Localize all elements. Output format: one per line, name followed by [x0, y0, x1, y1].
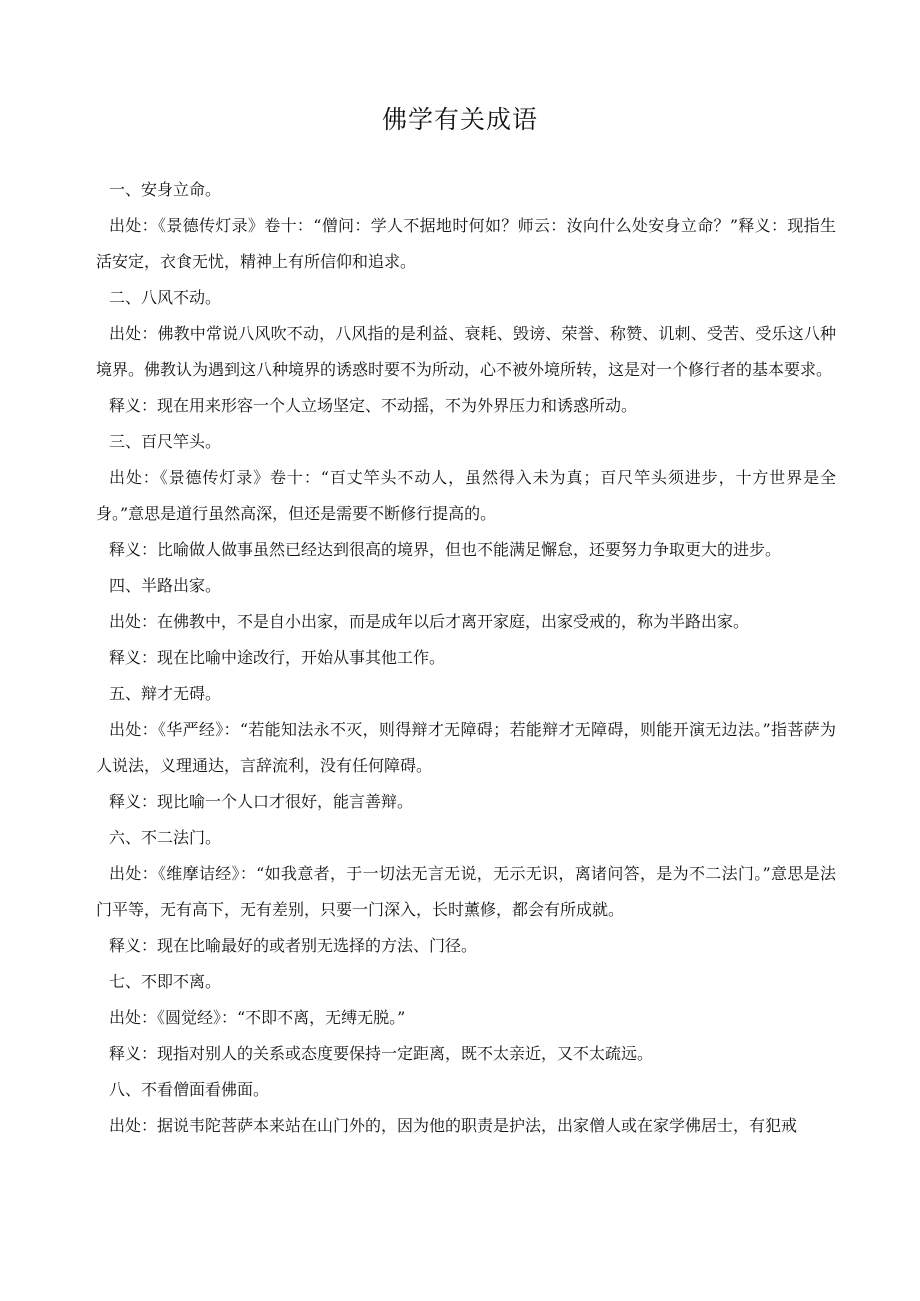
page-title: 佛学有关成语 — [381, 105, 538, 134]
paragraph: 出处：《景德传灯录》卷十：“百丈竿头不动人，虽然得入未为真；百尺竿头须进步，十方世界是全身。”意思是道行虽然高深，但还是需要不断修行提高的。 — [96, 468, 836, 523]
paragraph: 出处：《维摩诘经》：“如我意者，于一切法无言无说，无示无识，离诸问答，是为不二法门。”意思是法门平等，无有高下，无有差别，只要一门深入，长时薰修，都会有所成就。 — [96, 864, 836, 919]
paragraph: 出处：《景德传灯录》卷十：“僧问：学人不据地时何如？师云：汝向什么处安身立命？”释义：现指生活安定，衣食无忧，精神上有所信仰和追求。 — [96, 216, 836, 271]
document-body — [96, 172, 836, 1144]
paragraph: 出处：《圆觉经》：“不即不离，无缚无脱。” — [109, 1008, 406, 1027]
paragraph: 六、不二法门。 — [109, 828, 222, 847]
paragraph: 四、半路出家。 — [109, 576, 222, 595]
paragraph: 五、辩才无碍。 — [109, 684, 222, 703]
paragraph: 出处：《华严经》：“若能知法永不灭，则得辩才无障碍；若能辩才无障碍，则能开演无边法。”指菩萨为人说法，义理通达，言辞流利，没有任何障碍。 — [96, 720, 836, 775]
paragraph: 出处：佛教中常说八风吹不动，八风指的是利益、衰耗、毁谤、荣誉、称赞、讥刺、受苦、受乐这八种境界。佛教认为遇到这八种境界的诱惑时要不为所动，心不被外境所转，这是对一个修行者的基本要求。 — [96, 324, 836, 379]
paragraph: 出处：在佛教中，不是自小出家，而是成年以后才离开家庭，出家受戒的，称为半路出家。 — [109, 612, 750, 631]
paragraph: 七、不即不离。 — [109, 972, 222, 991]
paragraph: 释义：比喻做人做事虽然已经达到很高的境界，但也不能满足懈怠，还要努力争取更大的进步。 — [109, 540, 782, 559]
paragraph: 八、不看僧面看佛面。 — [109, 1080, 270, 1099]
paragraph: 释义：现在比喻中途改行，开始从事其他工作。 — [109, 648, 446, 667]
paragraph: 一、安身立命。 — [109, 180, 222, 199]
paragraph: 二、八风不动。 — [109, 288, 222, 307]
paragraph: 三、百尺竿头。 — [109, 432, 222, 451]
paragraph: 出处：据说韦陀菩萨本来站在山门外的，因为他的职责是护法，出家僧人或在家学佛居士，有犯戒 — [109, 1116, 798, 1135]
paragraph: 释义：现指对别人的关系或态度要保持一定距离，既不太亲近，又不太疏远。 — [109, 1044, 654, 1063]
paragraph: 释义：现比喻一个人口才很好，能言善辩。 — [109, 792, 414, 811]
paragraph: 释义：现在用来形容一个人立场坚定、不动摇，不为外界压力和诱惑所动。 — [109, 396, 638, 415]
paragraph: 释义：现在比喻最好的或者别无选择的方法、门径。 — [109, 936, 478, 955]
